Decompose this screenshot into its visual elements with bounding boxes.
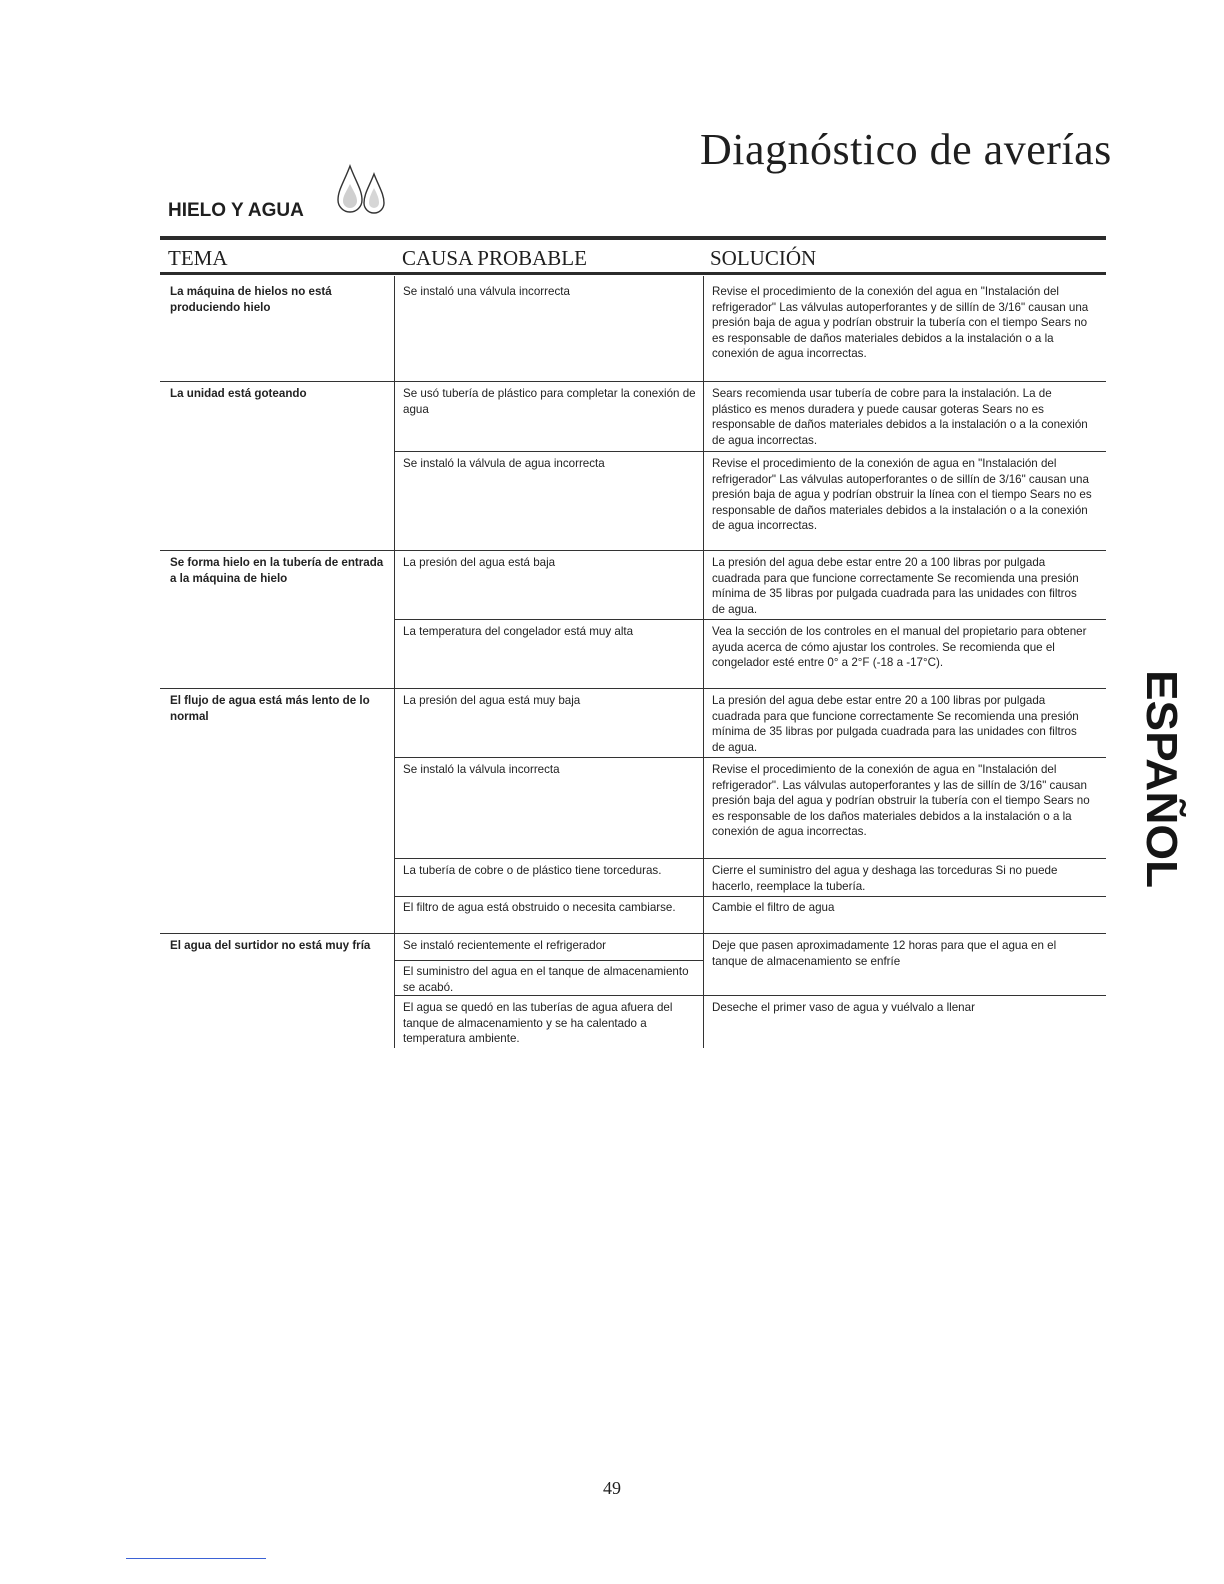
table-row-causa: Se instaló una válvula incorrecta: [403, 285, 570, 298]
table-row-causa: Se instaló la válvula de agua incorrecta: [403, 457, 605, 470]
row-divider: [394, 896, 1106, 897]
row-divider: [394, 451, 1106, 452]
side-tab-label: ESPAÑOL: [1137, 670, 1186, 880]
table-row-solucion: Deseche el primer vaso de agua y vuélvalo a llenar: [712, 1001, 975, 1014]
table-row-causa: El agua se quedó en las tuberías de agua afuera del tanque de almacenamiento y se ha calentado a temperatura ambiente.: [403, 1001, 673, 1045]
table-row-solucion: Deje que pasen aproximadamente 12 horas para que el agua en el tanque de almacenamiento se enfríe: [712, 939, 1057, 968]
row-divider: [160, 381, 1106, 382]
table-row-solucion: Sears recomienda usar tubería de cobre para la instalación. La de plástico es menos duradera y puede causar goteras Sears no es responsable de daños materiales debidos a la instalación o a la conexión de agua incorrectas.: [712, 387, 1088, 447]
table-row-solucion: Cambie el filtro de agua: [712, 901, 835, 914]
column-header-causa: CAUSA PROBABLE: [402, 246, 587, 270]
table-row-causa: La tubería de cobre o de plástico tiene torceduras.: [403, 864, 662, 877]
page-number: 49: [603, 1478, 621, 1498]
column-header-solucion: SOLUCIÓN: [710, 246, 817, 270]
table-row-solucion: La presión del agua debe estar entre 20 a 100 libras por pulgada cuadrada para que funcione correctamente Se recomienda una presión mínima de 35 libras por pulgada cuadrada para las unidades con filtros de agua.: [712, 694, 1079, 754]
table-row-tema: La unidad está goteando: [170, 387, 307, 400]
header-rule: [160, 236, 1106, 240]
table-row-causa: El filtro de agua está obstruido o necesita cambiarse.: [403, 901, 676, 914]
row-divider: [394, 995, 1106, 996]
language-side-tab: [1112, 668, 1186, 892]
footer-rule: [126, 1558, 266, 1559]
water-drops-icon: [330, 160, 402, 220]
table-row-causa: La presión del agua está baja: [403, 556, 556, 569]
column-header-tema: TEMA: [168, 246, 228, 270]
row-divider: [394, 960, 703, 961]
table-row-solucion: La presión del agua debe estar entre 20 a 100 libras por pulgada cuadrada para que funcione correctamente Se recomienda una presión mínima de 35 libras por pulgada cuadrada para las unidades con filtros de agua.: [712, 556, 1079, 616]
table-row-causa: La presión del agua está muy baja: [403, 694, 581, 707]
section-title: HIELO Y AGUA: [168, 200, 304, 221]
row-divider: [160, 550, 1106, 551]
row-divider: [160, 688, 1106, 689]
table-row-causa: Se instaló la válvula incorrecta: [403, 763, 560, 776]
table-row-solucion: Cierre el suministro del agua y deshaga las torceduras Si no puede hacerlo, reemplace la tubería.: [712, 864, 1058, 893]
row-divider: [394, 858, 1106, 859]
table-row-causa: Se instaló recientemente el refrigerador: [403, 939, 606, 952]
table-row-solucion: Vea la sección de los controles en el manual del propietario para obtener ayuda acerca de cómo ajustar los controles. Se recomienda que el congelador esté entre 0° a 2°F (-18 a -17°C).: [712, 625, 1087, 669]
table-row-tema: Se forma hielo en la tubería de entrada a la máquina de hielo: [170, 556, 384, 585]
row-divider: [394, 619, 1106, 620]
header-bottom-rule: [160, 272, 1106, 275]
row-divider: [160, 933, 1106, 934]
table-row-tema: El agua del surtidor no está muy fría: [170, 939, 371, 952]
table-row-solucion: Revise el procedimiento de la conexión de agua en "Instalación del refrigerador". Las válvulas autoperforantes y las de sillín de 3/16" causan presión baja del agua y podrían obstruir la tubería con el tiempo Sears no es responsable de los daños materiales debidos a la instalación o a la conexión de agua incorrectas.: [712, 763, 1090, 838]
table-row-solucion: Revise el procedimiento de la conexión de agua en "Instalación del refrigerador" Las válvulas autoperforantes o de sillín de 3/16" causan una presión baja de agua y podrían obstruir la línea con el tiempo Sears no es responsable de daños materiales debidos a la instalación o a la conexión de agua incorrectas.: [712, 457, 1092, 532]
table-row-tema: El flujo de agua está más lento de lo normal: [170, 694, 370, 723]
table-row-causa: Se usó tubería de plástico para completar la conexión de agua: [403, 387, 696, 416]
table-row-tema: La máquina de hielos no está produciendo hielo: [170, 285, 332, 314]
table-row-causa: La temperatura del congelador está muy alta: [403, 625, 634, 638]
page-title: Diagnóstico de averías: [700, 125, 1112, 174]
table-row-causa: El suministro del agua en el tanque de almacenamiento se acabó.: [403, 965, 689, 994]
row-divider: [394, 757, 1106, 758]
table-row-solucion: Revise el procedimiento de la conexión del agua en "Instalación del refrigerador" Las válvulas autoperforantes y de sillín de 3/16" causan una presión baja de agua y podrían obstruir la tubería con el tiempo Sears no es responsable de daños materiales debidos a la instalación o a la conexión de agua incorrectas.: [712, 285, 1089, 360]
